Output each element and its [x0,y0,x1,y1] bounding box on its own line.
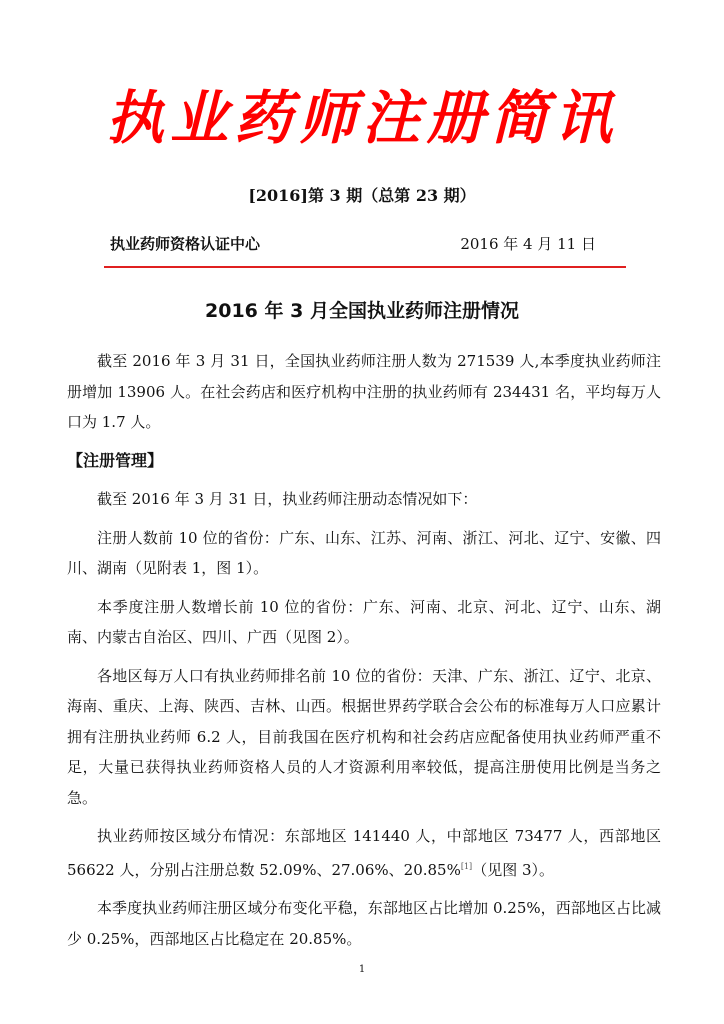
paragraph-top-provinces: 注册人数前 10 位的省份：广东、山东、江苏、河南、浙江、河北、辽宁、安徽、四川、湖南（见附表 1，图 1）。 [67,528,661,577]
masthead-title: 执业药师注册简讯 [105,84,618,152]
regional-text: 执业药师按区域分布情况：东部地区 141440 人，中部地区 73477 人，西部地区 56622 人，分别占注册总数 52.09%、27.06%、20.85% [67,827,661,879]
intro-paragraph: 截至 2016 年 3 月 31 日，全国执业药师注册人数为 271539 人,本季度执业药师注册增加 13906 人。在社会药店和医疗机构中注册的执业药师有 234431 名，平均每万人口为 1.7 人。 [67,352,661,431]
paragraph-status: 截至 2016 年 3 月 31 日，执业药师注册动态情况如下： [97,490,478,508]
header-divider [104,266,626,268]
paragraph-regional-distribution [67,821,661,885]
regional-text-end: （见图 3）。 [472,860,554,879]
article-body [67,346,661,962]
article-title: 2016 年 3 月全国执业药师注册情况 [205,300,519,322]
page-number: 1 [358,964,366,975]
publication-meta [110,232,620,256]
paragraph-growth-provinces: 本季度注册人数增长前 10 位的省份：广东、河南、北京、河北、辽宁、山东、湖南、内蒙古自治区、四川、广西（见图 2）。 [67,597,661,646]
section-heading: 【注册管理】 [67,450,164,470]
paragraph-regional-change: 本季度执业药师注册区域分布变化平稳，东部地区占比增加 0.25%，西部地区占比减少 0.25%，西部地区占比稳定在 20.85%。 [67,899,661,948]
publication-date: 2016 年 4 月 11 日 [460,235,596,253]
issuing-organization: 执业药师资格认证中心 [110,235,261,253]
footnote-reference[interactable]: [1] [460,861,473,871]
issue-number: [2016]第 3 期（总第 23 期） [248,186,476,205]
paragraph-per-capita: 各地区每万人口有执业药师排名前 10 位的省份：天津、广东、浙江、辽宁、北京、海南、重庆、上海、陕西、吉林、山西。根据世界药学联合会公布的标准每万人口应累计拥有注册执业药师 6.2 人，目前我国在医疗机构和社会药店应配备使用执业药师严重不足，大量已获得执业药师资格人员的人才资源利用率较低，提高注册使用比例是当务之急。 [67,666,661,807]
